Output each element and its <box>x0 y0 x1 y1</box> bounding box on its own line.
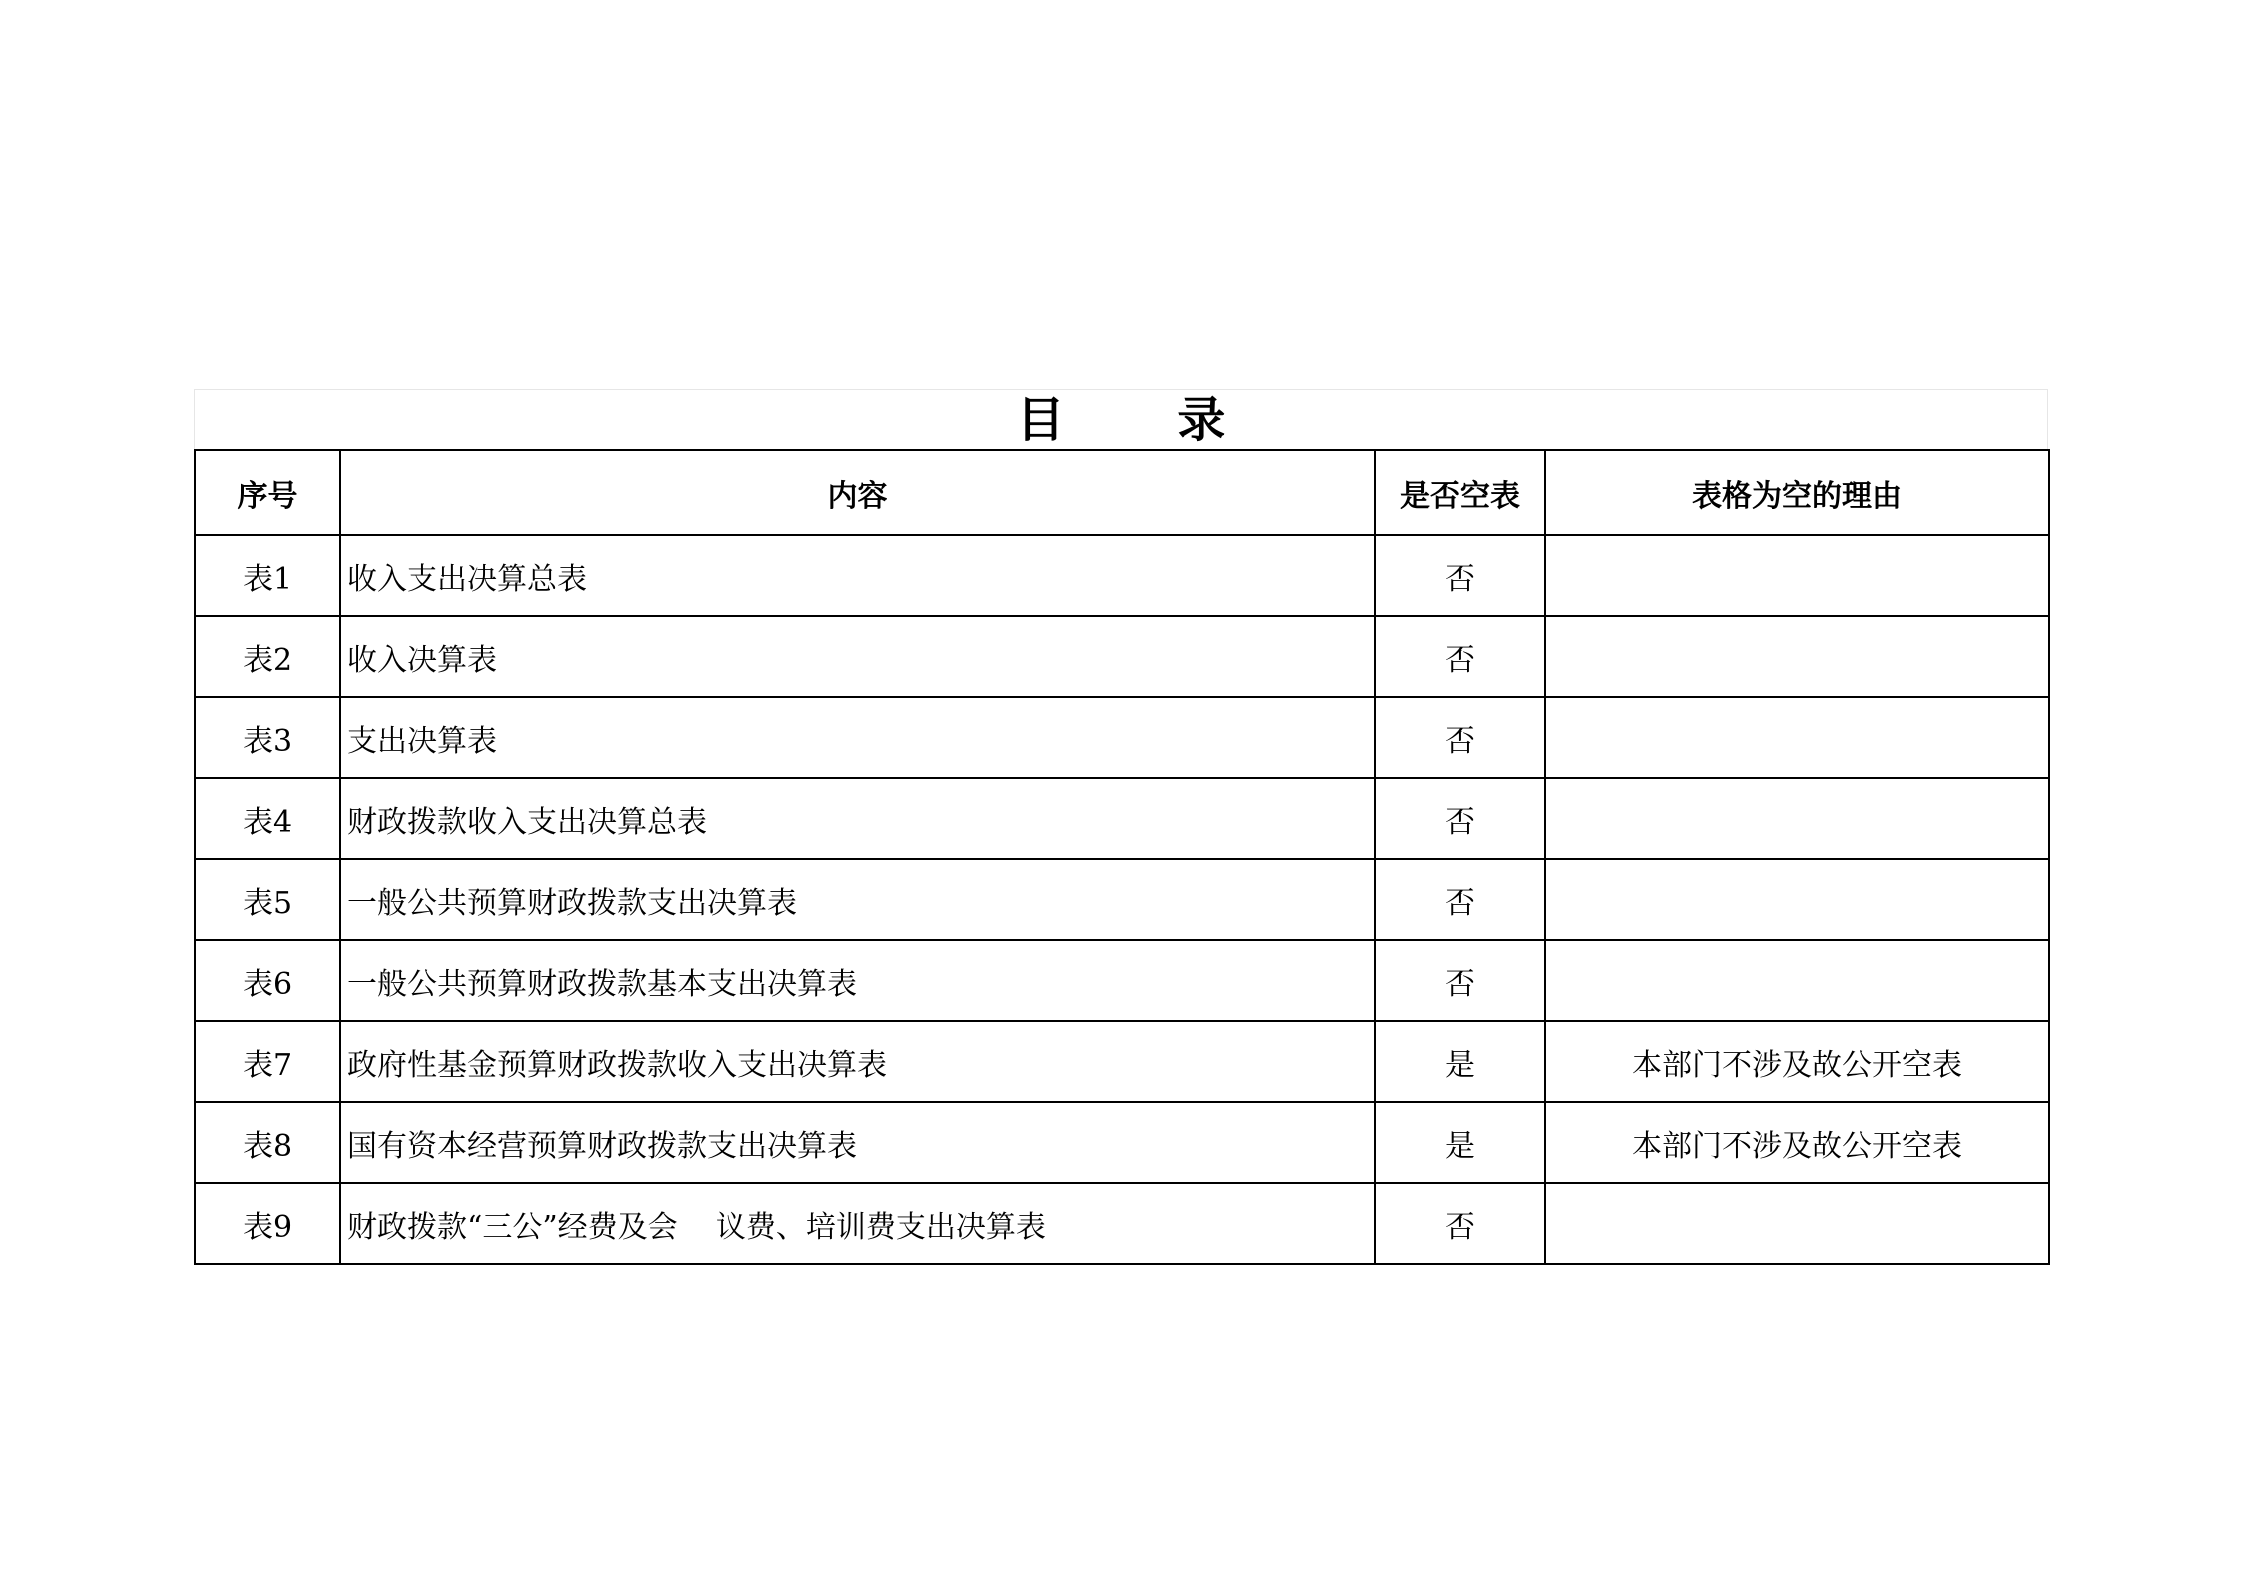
row-no: 表2 <box>195 616 340 697</box>
row-no: 表9 <box>195 1183 340 1264</box>
row-content: 国有资本经营预算财政拨款支出决算表 <box>340 1102 1375 1183</box>
row-no: 表4 <box>195 778 340 859</box>
row-reason <box>1545 859 2049 940</box>
catalog-sheet <box>194 389 2048 1265</box>
table-row <box>195 859 2049 940</box>
row-content: 财政拨款收入支出决算总表 <box>340 778 1375 859</box>
header-no: 序号 <box>195 450 340 535</box>
row-is-empty: 是 <box>1375 1021 1545 1102</box>
row-no: 表3 <box>195 697 340 778</box>
header-content: 内容 <box>340 450 1375 535</box>
row-no: 表8 <box>195 1102 340 1183</box>
row-is-empty: 否 <box>1375 616 1545 697</box>
title-row <box>194 389 2048 449</box>
row-is-empty: 否 <box>1375 1183 1545 1264</box>
row-reason <box>1545 778 2049 859</box>
row-content: 财政拨款“三公”经费及会 议费、培训费支出决算表 <box>340 1183 1375 1264</box>
row-content: 一般公共预算财政拨款支出决算表 <box>340 859 1375 940</box>
table-row <box>195 535 2049 616</box>
row-no: 表6 <box>195 940 340 1021</box>
table-row <box>195 1183 2049 1264</box>
row-is-empty: 否 <box>1375 778 1545 859</box>
table-row <box>195 1021 2049 1102</box>
table-row <box>195 697 2049 778</box>
row-reason: 本部门不涉及故公开空表 <box>1545 1021 2049 1102</box>
row-no: 表1 <box>195 535 340 616</box>
row-reason <box>1545 1183 2049 1264</box>
row-reason: 本部门不涉及故公开空表 <box>1545 1102 2049 1183</box>
row-reason <box>1545 697 2049 778</box>
header-row <box>195 450 2049 535</box>
page-title: 目 录 <box>1016 391 1274 448</box>
row-is-empty: 否 <box>1375 940 1545 1021</box>
row-is-empty: 否 <box>1375 697 1545 778</box>
row-is-empty: 否 <box>1375 859 1545 940</box>
table-row <box>195 616 2049 697</box>
row-reason <box>1545 940 2049 1021</box>
row-reason <box>1545 535 2049 616</box>
header-is-empty: 是否空表 <box>1375 450 1545 535</box>
table-row <box>195 778 2049 859</box>
row-content: 收入决算表 <box>340 616 1375 697</box>
row-content: 政府性基金预算财政拨款收入支出决算表 <box>340 1021 1375 1102</box>
row-content: 支出决算表 <box>340 697 1375 778</box>
table-row <box>195 1102 2049 1183</box>
row-content: 一般公共预算财政拨款基本支出决算表 <box>340 940 1375 1021</box>
row-is-empty: 是 <box>1375 1102 1545 1183</box>
row-no: 表7 <box>195 1021 340 1102</box>
header-reason: 表格为空的理由 <box>1545 450 2049 535</box>
table-row <box>195 940 2049 1021</box>
catalog-table <box>194 449 2050 1265</box>
row-content: 收入支出决算总表 <box>340 535 1375 616</box>
row-no: 表5 <box>195 859 340 940</box>
row-reason <box>1545 616 2049 697</box>
row-is-empty: 否 <box>1375 535 1545 616</box>
